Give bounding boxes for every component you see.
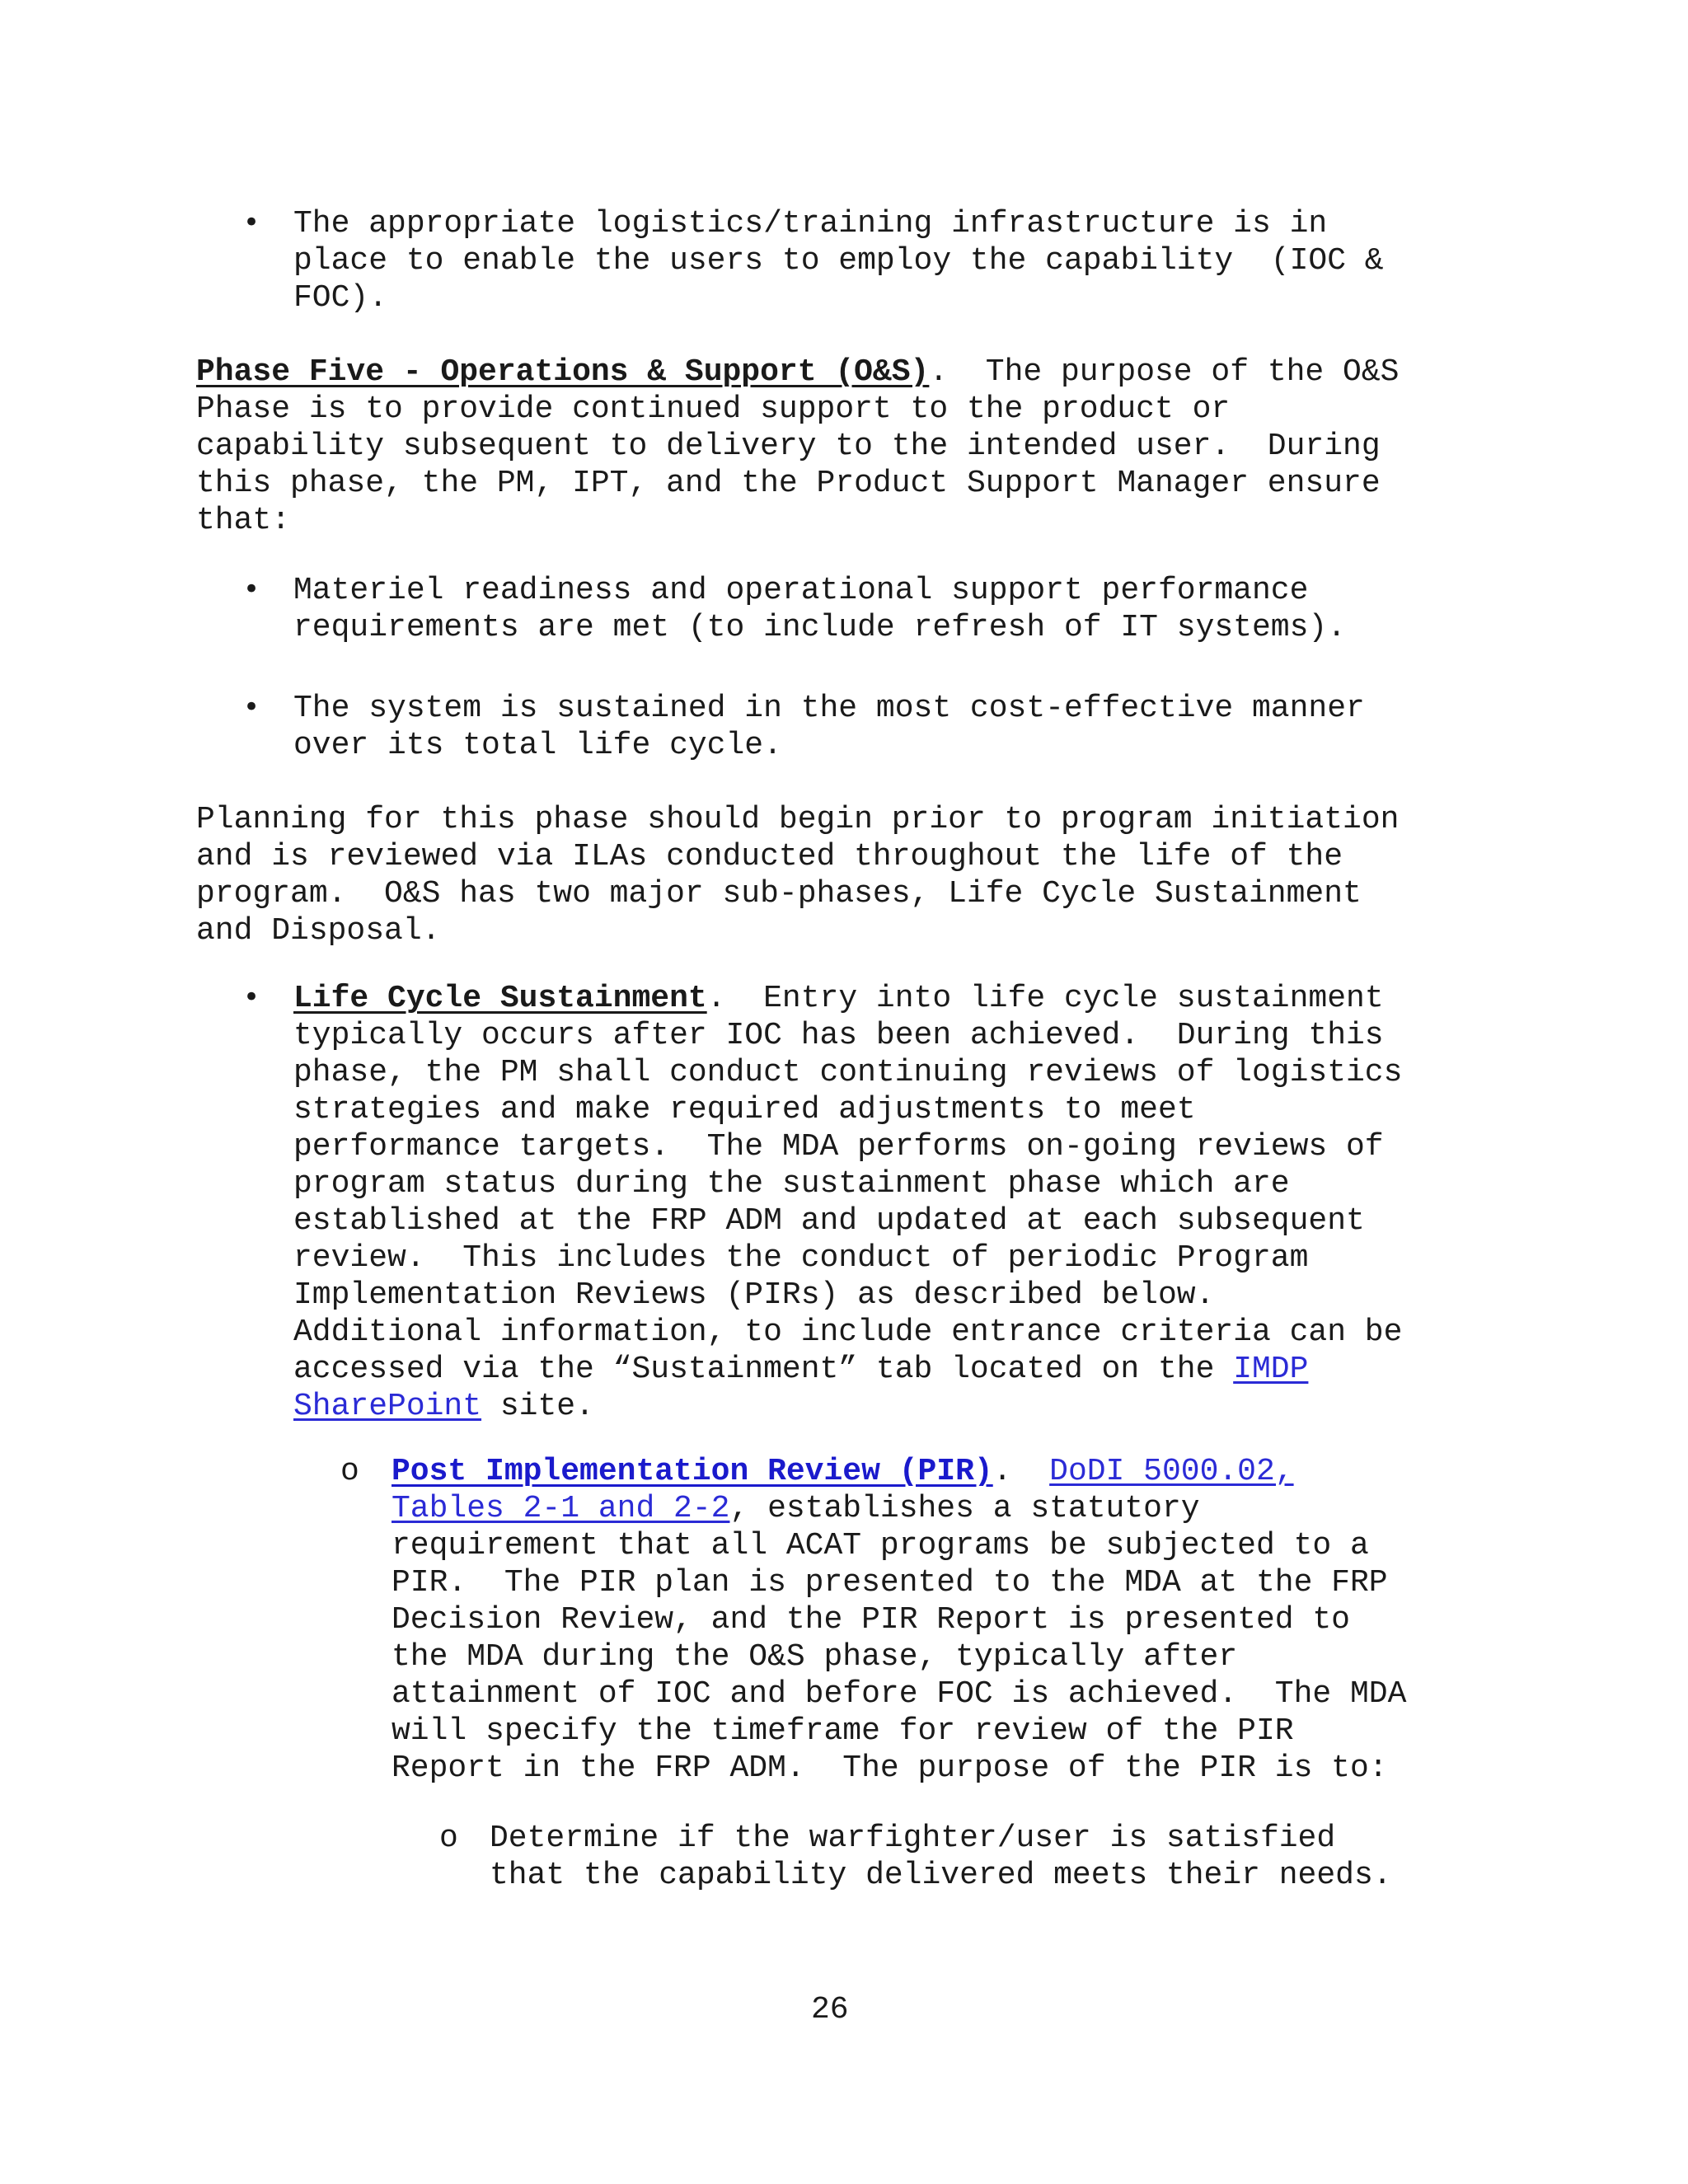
pir-line-8: will specify the timeframe for review of the PIR bbox=[392, 1713, 1294, 1749]
sub-bullet-icon: o bbox=[340, 1454, 359, 1489]
life-cycle-line-3: phase, the PM shall conduct continuing reviews of logistics bbox=[293, 1055, 1403, 1090]
pir-line-5: Decision Review, and the PIR Report is presented to bbox=[392, 1602, 1350, 1638]
life-cycle-line-12 bbox=[293, 1388, 594, 1425]
intro-bullet-line-2: place to enable the users to employ the capability (IOC & bbox=[293, 243, 1384, 279]
phase-five-line-3: capability subsequent to delivery to the intended user. During bbox=[196, 429, 1381, 464]
pir-heading-link[interactable]: Post Implementation Review (PIR) bbox=[392, 1454, 993, 1489]
bullet-icon: • bbox=[243, 573, 260, 606]
life-cycle-line-12-after: site. bbox=[481, 1389, 594, 1424]
bullet-icon: • bbox=[243, 206, 260, 239]
life-cycle-heading: Life Cycle Sustainment bbox=[293, 981, 707, 1016]
life-cycle-line-11 bbox=[293, 1351, 1308, 1388]
dodi-link-part1[interactable]: DoDI 5000.02, bbox=[1049, 1454, 1294, 1489]
life-cycle-line-8: review. This includes the conduct of periodic Program bbox=[293, 1240, 1309, 1276]
life-cycle-line-2: typically occurs after IOC has been achieved. During this bbox=[293, 1018, 1384, 1053]
pir-line-4: PIR. The PIR plan is presented to the MDA at the FRP bbox=[392, 1565, 1388, 1601]
phase-five-heading-line bbox=[196, 354, 1399, 391]
planning-line-4: and Disposal. bbox=[196, 913, 441, 949]
pir-line-6: the MDA during the O&S phase, typically after bbox=[392, 1639, 1238, 1675]
dodi-link-part2[interactable]: Tables 2-1 and 2-2 bbox=[392, 1491, 730, 1526]
life-cycle-line-4: strategies and make required adjustments to meet bbox=[293, 1092, 1196, 1127]
bullet-icon: • bbox=[243, 691, 260, 724]
phase-five-heading: Phase Five - Operations & Support (O&S) bbox=[196, 354, 930, 390]
pir-purpose-line-1: Determine if the warfighter/user is satisfied bbox=[490, 1821, 1336, 1856]
ensure-bullet-1-line-2: requirements are met (to include refresh of IT systems). bbox=[293, 610, 1347, 645]
pir-line-7: attainment of IOC and before FOC is achieved. The MDA bbox=[392, 1676, 1407, 1712]
intro-bullet-line-3: FOC). bbox=[293, 280, 388, 316]
phase-five-heading-after: . The purpose of the O&S bbox=[929, 354, 1400, 390]
bullet-icon: • bbox=[243, 981, 260, 1014]
pir-line-2-after: , establishes a statutory bbox=[729, 1491, 1200, 1526]
imdp-sharepoint-link-part1[interactable]: IMDP bbox=[1233, 1352, 1309, 1387]
pir-heading-line bbox=[392, 1453, 1294, 1490]
life-cycle-line-9: Implementation Reviews (PIRs) as described below. bbox=[293, 1277, 1215, 1313]
sub-bullet-icon: o bbox=[439, 1821, 458, 1856]
pir-line-3: requirement that all ACAT programs be subjected to a bbox=[392, 1528, 1369, 1563]
ensure-bullet-1-line-1: Materiel readiness and operational support performance bbox=[293, 573, 1309, 608]
pir-line-2 bbox=[392, 1490, 1200, 1527]
intro-bullet-line-1: The appropriate logistics/training infrastructure is in bbox=[293, 206, 1328, 241]
phase-five-line-2: Phase is to provide continued support to the product or bbox=[196, 391, 1231, 427]
planning-line-1: Planning for this phase should begin prior to program initiation bbox=[196, 802, 1400, 837]
life-cycle-line-10: Additional information, to include entrance criteria can be bbox=[293, 1315, 1403, 1350]
life-cycle-heading-line bbox=[293, 980, 1384, 1017]
life-cycle-line-11-text: accessed via the “Sustainment” tab located on the bbox=[293, 1352, 1234, 1387]
planning-line-2: and is reviewed via ILAs conducted throughout the life of the bbox=[196, 839, 1343, 874]
life-cycle-line-7: established at the FRP ADM and updated at each subsequent bbox=[293, 1203, 1365, 1239]
life-cycle-line-5: performance targets. The MDA performs on-going reviews of bbox=[293, 1129, 1384, 1165]
phase-five-line-5: that: bbox=[196, 503, 291, 538]
page-number: 26 bbox=[811, 1992, 849, 2027]
planning-line-3: program. O&S has two major sub-phases, Life Cycle Sustainment bbox=[196, 876, 1362, 912]
pir-line-9: Report in the FRP ADM. The purpose of the PIR is to: bbox=[392, 1750, 1388, 1786]
life-cycle-line-6: program status during the sustainment phase which are bbox=[293, 1166, 1290, 1202]
imdp-sharepoint-link-part2[interactable]: SharePoint bbox=[293, 1389, 482, 1424]
ensure-bullet-2-line-2: over its total life cycle. bbox=[293, 728, 782, 763]
pir-purpose-line-2: that the capability delivered meets their needs. bbox=[490, 1858, 1392, 1893]
phase-five-line-4: this phase, the PM, IPT, and the Product Support Manager ensure bbox=[196, 466, 1381, 501]
pir-heading-after: . bbox=[992, 1454, 1050, 1489]
life-cycle-heading-after: . Entry into life cycle sustainment bbox=[706, 981, 1384, 1016]
ensure-bullet-2-line-1: The system is sustained in the most cost-effective manner bbox=[293, 691, 1365, 726]
